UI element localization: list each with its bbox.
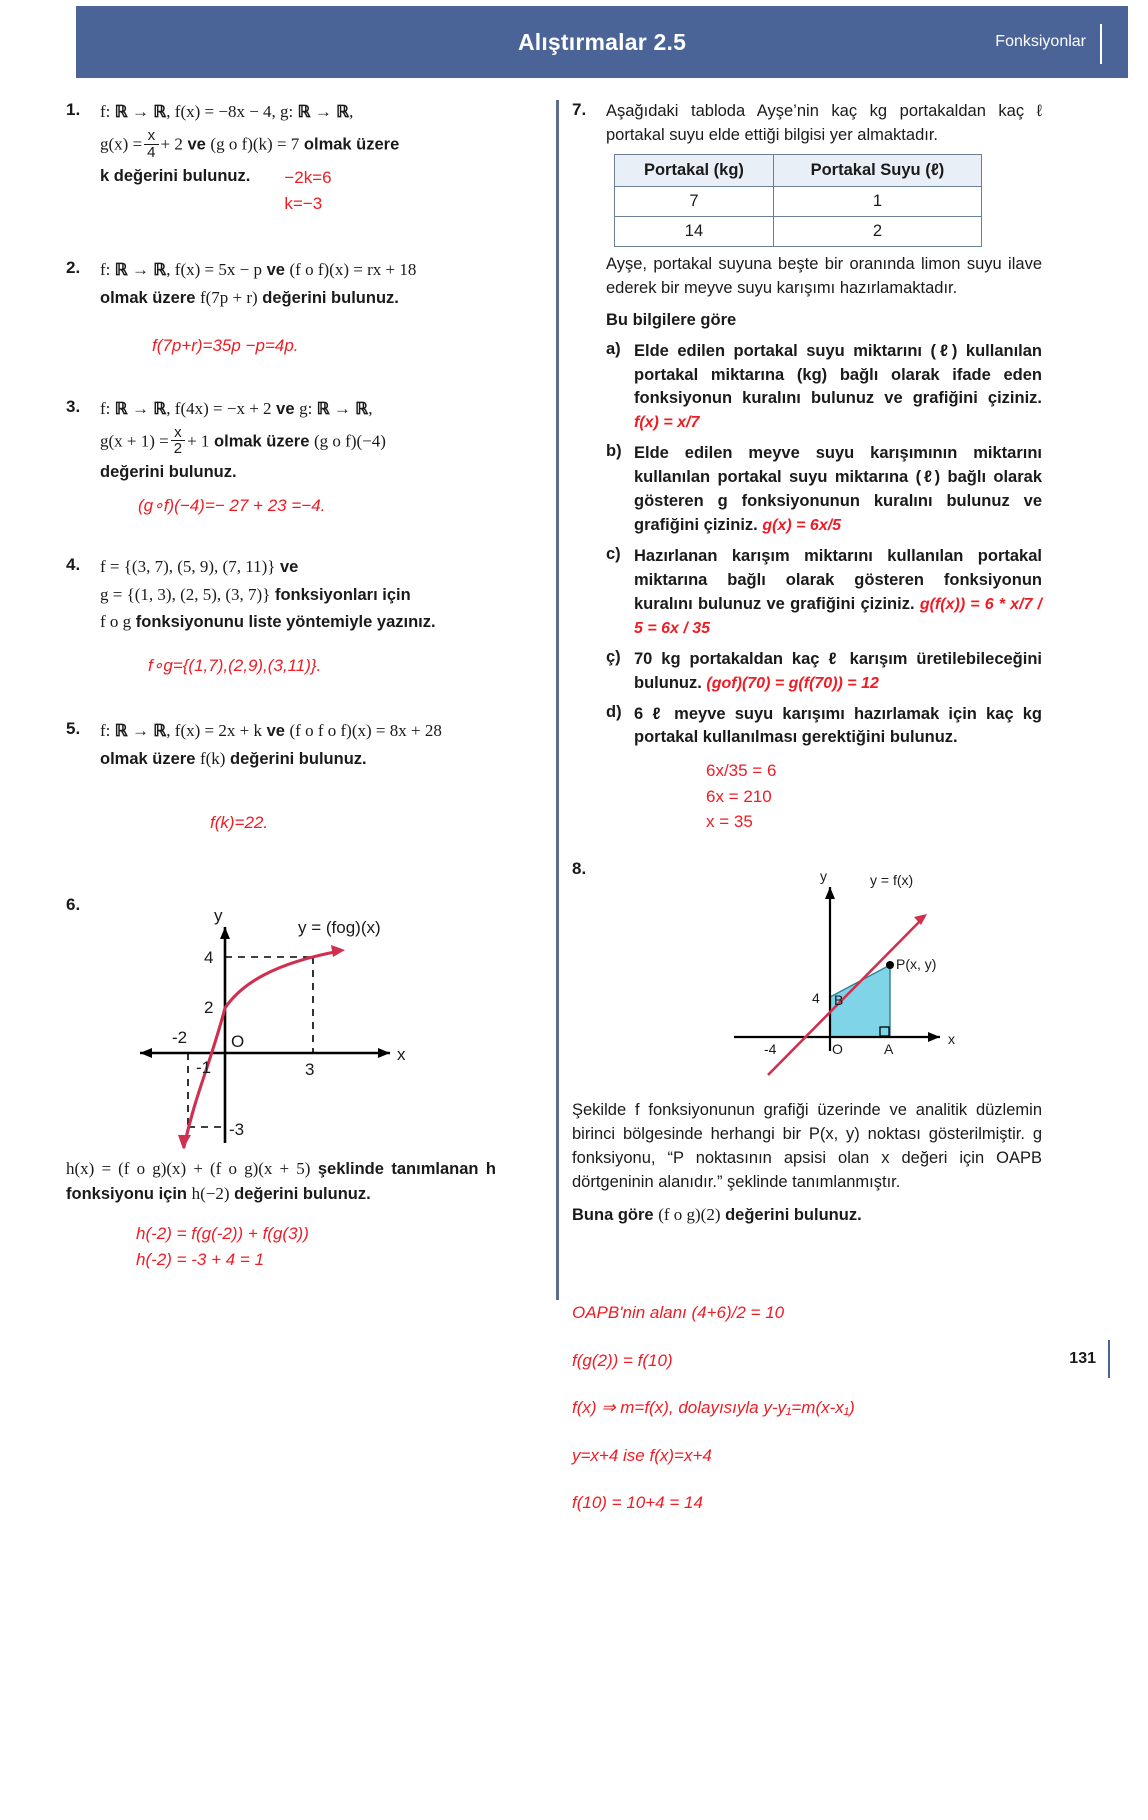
- question-8-answer-5: f(10) = 10+4 = 14: [572, 1493, 703, 1512]
- page-header: [76, 6, 1128, 78]
- q2-f7pr: f(7p + r): [199, 288, 258, 308]
- q8-bulunuz: değerini bulunuz.: [725, 1205, 862, 1224]
- question-4-line-2: [100, 583, 496, 608]
- question-8-question: [572, 1203, 1042, 1228]
- question-7-answer-d-3: x = 35: [706, 812, 753, 832]
- table-cell: 14: [615, 216, 774, 246]
- q8-fog2: (f o g)(2): [658, 1204, 721, 1224]
- svg-text:-2: -2: [172, 1028, 188, 1048]
- page-number-divider: [1108, 1340, 1110, 1378]
- question-4-line-3: [100, 610, 496, 635]
- q5-ve: ve: [266, 721, 285, 740]
- item-b-answer: g(x) = 6x/5: [762, 517, 842, 535]
- question-7-prompt: Bu bilgilere göre: [606, 310, 737, 329]
- q6-hm2: h(−2): [191, 1184, 230, 1204]
- question-8: [572, 859, 1042, 1228]
- question-4-answer: f∘g={(1,7),(2,9),(3,11)}.: [148, 656, 322, 676]
- question-7-item-d: [606, 703, 1042, 751]
- q2-ve: ve: [266, 261, 285, 280]
- svg-text:-4: -4: [764, 1040, 777, 1057]
- svg-text:-1: -1: [196, 1058, 212, 1078]
- svg-text:y: y: [820, 867, 827, 884]
- table-cell: 1: [773, 186, 981, 216]
- q3-frac-num: x: [174, 423, 182, 441]
- question-5: [66, 719, 496, 835]
- question-7-item-a: [606, 340, 1042, 436]
- q1-ve: ve: [187, 135, 206, 154]
- svg-text:O: O: [832, 1040, 843, 1057]
- question-7-intro: Aşağıdaki tabloda Ayşe’nin kaç kg portakaldan kaç ℓ portakal suyu elde ettiği bilgisi yer almaktadır.: [606, 102, 1042, 144]
- q1-gof: (g o f)(k) = 7: [210, 134, 300, 154]
- page-title: Alıştırmalar 2.5: [517, 28, 687, 55]
- svg-text:O: O: [231, 1032, 245, 1052]
- question-7-item-b: [606, 442, 1042, 538]
- q4-set-g: g = {(1, 3), (2, 5), (3, 7)}: [100, 584, 271, 604]
- item-c-cedilla-text: [634, 648, 1042, 696]
- svg-text:4: 4: [812, 989, 820, 1006]
- question-2-number: 2.: [66, 258, 81, 278]
- q4-set-f: f = {(3, 7), (5, 9), (7, 11)}: [100, 556, 276, 576]
- question-5-line-1: f: ℝ → ℝ, f(x) = 2x + k ve (f o f o f)(x) = 8x + 28: [100, 720, 442, 740]
- question-7: [572, 100, 1042, 835]
- page-number: 131: [1069, 1350, 1096, 1367]
- question-6-answer-1: h(-2) = f(g(-2)) + f(g(3)): [136, 1224, 309, 1244]
- item-a-body: Elde edilen portakal suyu miktarını (ℓ) kullanılan portakal miktarına (kg) bağlı olarak ifade eden fonksiyonun kuralını bulunuz ve grafiğini çiziniz.: [634, 341, 1042, 408]
- q6-hx: h(x) = (f o g)(x) + (f o g)(x + 5): [66, 1159, 311, 1179]
- item-d-text: 6 ℓ meyve suyu karışımı hazırlamak için kaç kg portakal kullanılması gerektiğini bulunuz.: [634, 704, 1042, 747]
- question-6-answer-2: h(-2) = -3 + 4 = 1: [136, 1249, 265, 1269]
- svg-text:P(x, y): P(x, y): [896, 955, 937, 972]
- item-c-cedilla-label: ç): [606, 647, 621, 666]
- question-6: [66, 895, 496, 1272]
- q6-bulunuz: değerini bulunuz.: [234, 1185, 371, 1204]
- question-4-number: 4.: [66, 554, 81, 574]
- question-1-answer-1: −2k=6: [284, 168, 332, 188]
- question-5-number: 5.: [66, 718, 81, 738]
- q5-fk: f(k): [199, 748, 226, 768]
- svg-text:y = f(x): y = f(x): [870, 871, 914, 888]
- question-3-answer: (g∘f)(−4)=− 27 + 23 =−4.: [138, 496, 326, 516]
- q8-buna-gore: Buna göre: [572, 1205, 654, 1224]
- chapter-label: Fonksiyonlar: [995, 33, 1086, 50]
- question-8-answer-2: f(g(2)) = f(10): [572, 1350, 673, 1370]
- q3-expr: , f(4x) = −x + 2: [166, 398, 272, 418]
- table-cell: 7: [615, 186, 774, 216]
- svg-text:-3: -3: [229, 1120, 245, 1140]
- item-c-text: [634, 545, 1042, 641]
- question-7-number: 7.: [572, 100, 587, 119]
- table-col-header-portakal-suyu: Portakal Suyu (ℓ): [773, 154, 981, 186]
- question-2-line-2: [100, 286, 496, 311]
- q4-ve: ve: [280, 557, 299, 576]
- question-1-line-1: f: ℝ → ℝ, f(x) = −8x − 4, g: ℝ → ℝ,: [100, 102, 354, 121]
- table-cell: 2: [773, 216, 981, 246]
- question-1-number: 1.: [66, 100, 81, 119]
- question-7-item-c: [606, 545, 1042, 641]
- q5-expr: , f(x) = 2x + k: [166, 720, 262, 740]
- q3-frac-den: 2: [171, 440, 185, 457]
- item-c-answer: g(f(x)) = 6 * x/7 / 5 = 6x / 35: [634, 595, 1042, 637]
- question-3-number: 3.: [66, 396, 81, 416]
- question-4: [66, 555, 496, 679]
- q5-fofof: (f o f o f)(x) = 8x + 28: [289, 720, 442, 740]
- table-col-header-portakal: Portakal (kg): [615, 154, 774, 186]
- q6-sekilde: şeklinde tanımlanan h fonksiyonu için: [66, 1160, 496, 1204]
- question-8-answer-1: OAPB'nin alanı (4+6)/2 = 10: [572, 1303, 785, 1322]
- question-3: [66, 397, 496, 519]
- question-2-answer: f(7p+r)=35p −p=4p.: [152, 336, 299, 356]
- svg-text:3: 3: [305, 1060, 315, 1080]
- question-1-answer-2: k=−3: [284, 193, 323, 213]
- q5-olmak: olmak üzere: [100, 749, 196, 768]
- item-b-label: b): [606, 442, 622, 461]
- question-7-answer-d-2: 6x = 210: [706, 786, 772, 806]
- question-8-number: 8.: [572, 858, 587, 878]
- item-a-text: [634, 340, 1042, 436]
- question-1: [66, 100, 496, 216]
- item-d-label: d): [606, 702, 622, 721]
- table-header-row: [615, 154, 982, 186]
- question-6-text: [66, 1157, 496, 1207]
- question-3-line-2: g(x + 1) = $\frac{x}{2}$ + 1 olmak üzere (g o f)(−4): [100, 423, 386, 458]
- svg-text:y: y: [214, 906, 223, 926]
- column-divider: [556, 100, 559, 1300]
- item-cc-body: 70 kg portakaldan kaç ℓ karışım üretilebileceğini bulunuz.: [634, 649, 1042, 692]
- question-7-answer-d-1: 6x/35 = 6: [706, 761, 777, 781]
- svg-text:4: 4: [204, 948, 214, 968]
- right-column: [572, 100, 1042, 1231]
- q4-liste: fonksiyonunu liste yöntemiyle yazınız.: [135, 613, 436, 632]
- question-8-graph: [712, 859, 1012, 1089]
- header-divider: [1100, 24, 1102, 64]
- q1-frac-num: x: [147, 126, 156, 144]
- left-column: [66, 100, 496, 1276]
- question-5-answer: f(k)=22.: [210, 812, 269, 832]
- svg-text:B: B: [834, 991, 844, 1008]
- question-8-answer-3: f(x) ⇒ m=f(x), dolayısıyla y-y₁=m(x-x₁): [572, 1398, 855, 1417]
- question-1-line-2: g(x) = $\frac{x}{4}$ + 2 ve (g o f)(k) = 7 olmak üzere: [100, 126, 400, 161]
- question-2-line-1: f: ℝ → ℝ, f(x) = 5x − p ve (f o f)(x) = rx + 18: [100, 260, 417, 280]
- item-b-text: [634, 442, 1042, 538]
- orange-juice-table: [614, 154, 982, 247]
- q1-frac-den: 4: [144, 144, 158, 161]
- item-c-body: Hazırlanan karışım miktarını kullanılan portakal miktarına bağlı olarak gösteren fonksiyonun kuralını bulunuz ve grafiğini çiziniz.: [634, 546, 1042, 613]
- item-c-label: c): [606, 544, 621, 563]
- question-8-answer-4: y=x+4 ise f(x)=x+4: [572, 1445, 712, 1465]
- svg-text:x: x: [948, 1030, 955, 1047]
- table-row: [615, 216, 982, 246]
- svg-text:y = (fog)(x): y = (fog)(x): [298, 918, 381, 938]
- q1-olmak: olmak üzere: [303, 135, 400, 154]
- svg-text:2: 2: [204, 998, 214, 1018]
- question-3-line-1: f: ℝ → ℝ, f(4x) = −x + 2 ve g: ℝ → ℝ,: [100, 398, 373, 418]
- question-7-after-table: Ayşe, portakal suyuna beşte bir oranında limon suyu ilave ederek bir meyve suyu karışımı hazırlamaktadır.: [606, 254, 1042, 297]
- table-row: [615, 186, 982, 216]
- q2-expr: , f(x) = 5x − p: [166, 260, 262, 280]
- item-a-answer: f(x) = x/7: [634, 414, 700, 432]
- item-cc-answer: (gof)(70) = g(f(70)) = 12: [706, 674, 879, 692]
- question-8-answers: [572, 1300, 1072, 1538]
- q2-olmak: olmak üzere: [100, 289, 196, 308]
- question-3-line-3: değerini bulunuz.: [100, 463, 237, 482]
- svg-text:A: A: [884, 1040, 894, 1057]
- question-7-item-c-cedilla: [606, 648, 1042, 696]
- svg-text:x: x: [397, 1045, 406, 1065]
- question-1-line-3: k değerini bulunuz.: [100, 167, 251, 186]
- q4-fonksiyonlar: fonksiyonları için: [274, 585, 411, 604]
- q3-ve: ve: [276, 399, 295, 418]
- q3-olmak: olmak üzere: [214, 432, 310, 451]
- question-2: [66, 258, 496, 358]
- question-8-text: Şekilde f fonksiyonunun grafiği üzerinde ve analitik düzlemin birinci bölgesinde herhangi bir P(x, y) noktası gösterilmiştir. g fonksiyonu, “P noktasının apsisi olan x değeri için OAPB dörtgeninin alanıdır.” şeklinde tanımlanmıştır.: [572, 1100, 1042, 1191]
- q2-fof: (f o f)(x) = rx + 18: [289, 260, 417, 280]
- q4-fog: f o g: [100, 612, 132, 632]
- question-4-line-1: [100, 555, 496, 580]
- item-a-label: a): [606, 339, 621, 358]
- q5-bulunuz: değerini bulunuz.: [230, 749, 367, 768]
- question-6-graph: [100, 895, 500, 1155]
- item-b-body: Elde edilen meyve suyu karışımının miktarını kullanılan portakal suyu miktarına (ℓ) bağlı olarak gösteren g fonksiyonunun kuralını bulunuz ve grafiğini çiziniz.: [634, 444, 1042, 535]
- q2-bulunuz: değerini bulunuz.: [262, 289, 399, 308]
- question-5-line-2: [100, 747, 496, 772]
- q3-gof: (g o f)(−4): [314, 431, 386, 451]
- question-6-number: 6.: [66, 895, 81, 915]
